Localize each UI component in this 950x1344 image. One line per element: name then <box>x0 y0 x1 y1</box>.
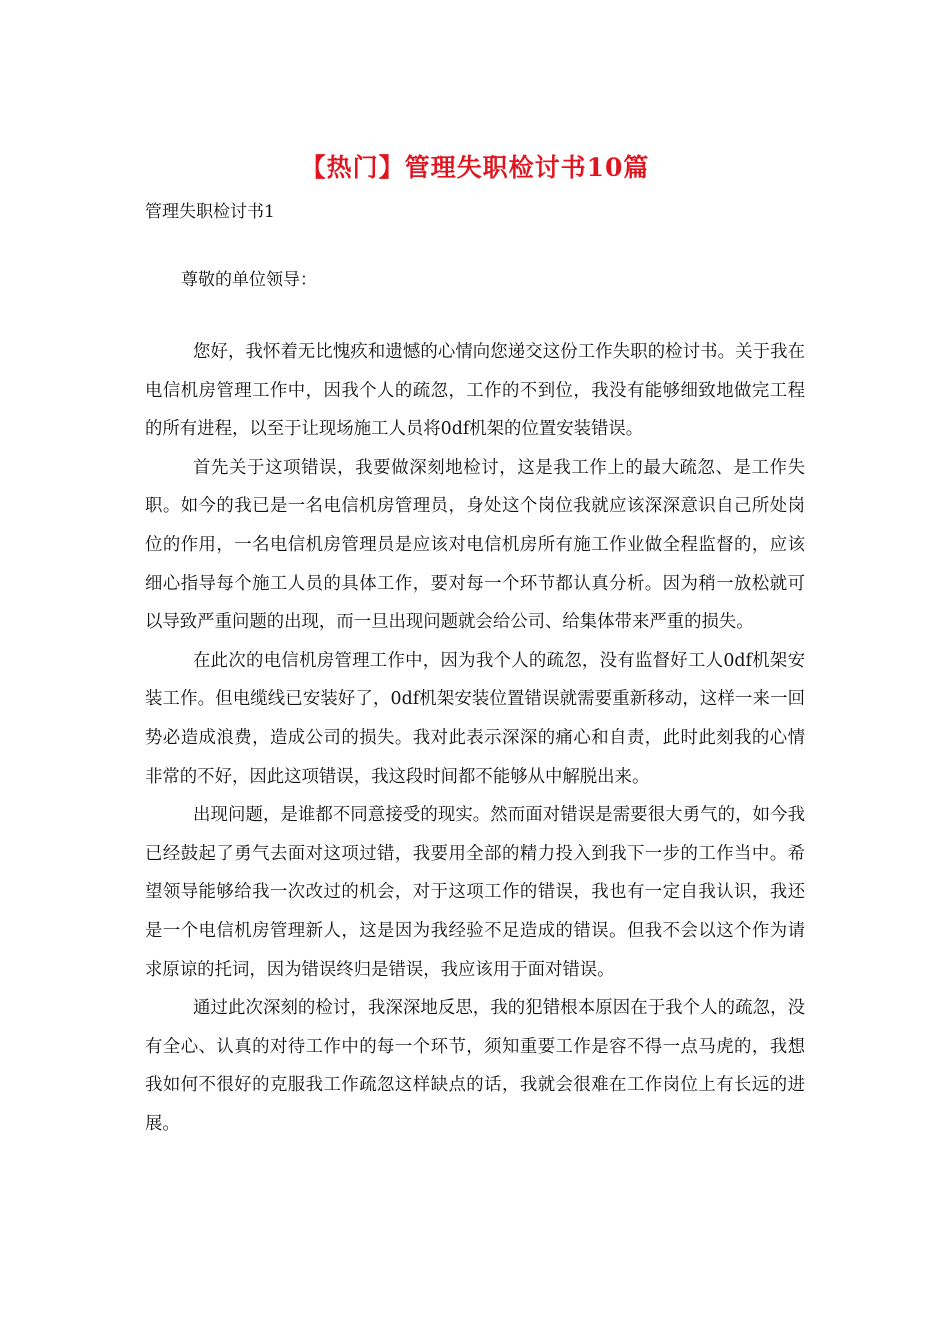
paragraph: 首先关于这项错误，我要做深刻地检讨，这是我工作上的最大疏忽、是工作失职。如今的我已是一名电信机房管理员，身处这个岗位我就应该深深意识自己所处岗位的作用，一名电信机房管理员是应该对电信机房所有施工作业做全程监督的，应该细心指导每个施工人员的具体工作，要对每一个环节都认真分析。因为稍一放松就可以导致严重问题的出现，而一旦出现问题就会给公司、给集体带来严重的损失。 <box>145 457 805 633</box>
document-body <box>145 333 805 1143</box>
document-subtitle: 管理失职检讨书1 <box>145 202 275 222</box>
paragraph: 通过此次深刻的检讨，我深深地反思，我的犯错根本原因在于我个人的疏忽，没有全心、认真的对待工作中的每一个环节，须知重要工作是容不得一点马虎的，我想我如何不很好的克服我工作疏忽这样缺点的话，我就会很难在工作岗位上有长远的进展。 <box>145 998 805 1134</box>
salutation: 尊敬的单位领导： <box>181 270 317 290</box>
document-title: 【热门】管理失职检讨书10篇 <box>300 153 650 182</box>
paragraph: 在此次的电信机房管理工作中，因为我个人的疏忽，没有监督好工人0df机架安装工作。但电缆线已安装好了，0df机架安装位置错误就需要重新移动，这样一来一回势必造成浪费，造成公司的损失。我对此表示深深的痛心和自责，此时此刻我的心情非常的不好，因此这项错误，我这段时间都不能够从中解脱出来。 <box>145 650 805 787</box>
paragraph: 您好，我怀着无比愧疚和遗憾的心情向您递交这份工作失职的检讨书。关于我在电信机房管理工作中，因我个人的疏忽，工作的不到位，我没有能够细致地做完工程的所有进程，以至于让现场施工人员将0df机架的位置安装错误。 <box>145 342 805 440</box>
paragraph: 出现问题，是谁都不同意接受的现实。然而面对错误是需要很大勇气的，如今我已经鼓起了勇气去面对这项过错，我要用全部的精力投入到我下一步的工作当中。希望领导能够给我一次改过的机会，对于这项工作的错误，我也有一定自我认识，我还是一个电信机房管理新人，这是因为我经验不足造成的错误。但我不会以这个作为请求原谅的托词，因为错误终归是错误，我应该用于面对错误。 <box>145 805 805 980</box>
